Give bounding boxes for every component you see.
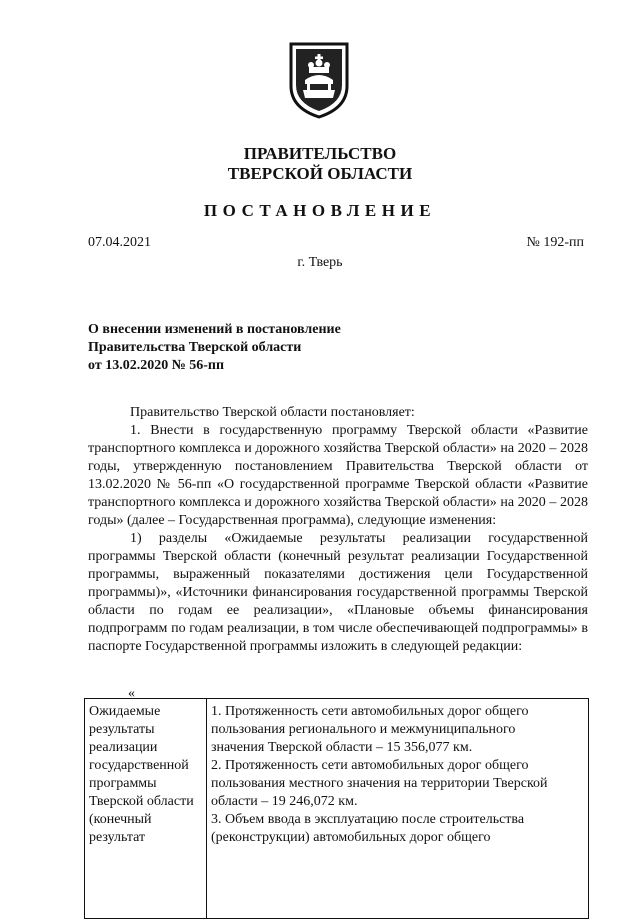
body-paragraph: Правительство Тверской области постановляет: — [130, 405, 415, 420]
cell-line: области – 19 246,072 км. — [211, 794, 358, 809]
cell-line: программы — [89, 776, 157, 791]
cell-line: государственной — [89, 758, 189, 773]
document-number: № 192-пп — [526, 235, 584, 250]
cell-line: пользования регионального и межмуниципального — [211, 722, 516, 737]
government-title-line1: ПРАВИТЕЛЬСТВО — [243, 144, 397, 163]
government-title-line2: ТВЕРСКОЙ ОБЛАСТИ — [227, 164, 413, 183]
opening-quote: « — [128, 686, 135, 701]
coat-of-arms-icon — [287, 40, 351, 120]
cell-line: значения Тверской области – 15 356,077 км. — [211, 740, 473, 755]
table-cell-content — [207, 699, 589, 919]
cell-line: (реконструкции) автомобильных дорог общего — [211, 830, 491, 845]
passport-table — [84, 698, 589, 919]
document-city: г. Тверь — [297, 255, 343, 270]
cell-line: (конечный — [89, 812, 152, 827]
cell-line: результат — [89, 830, 146, 845]
body-paragraph: 1) разделы «Ожидаемые результаты реализации государственной программы Тверской области (конечный результат реализации Государственной программы, выраженный показателями достижения цели Государственной программы)», «Источники финансирования государственной программы Тверской области по годам ее реализации», «Плановые объемы финансирования подпрограмм по годам реализации, в том числе обеспечивающей подпрограммы» в паспорте Государственной программы изложить в следующей редакции: — [88, 531, 588, 654]
cell-line: 2. Протяженность сети автомобильных дорог общего — [211, 758, 529, 773]
document-date: 07.04.2021 — [88, 235, 151, 250]
cell-line: пользования местного значения на территории Тверской — [211, 776, 548, 791]
document-type: ПОСТАНОВЛЕНИЕ — [203, 201, 437, 220]
body-paragraph: 1. Внести в государственную программу Тверской области «Развитие транспортного комплекса и дорожного хозяйства Тверской области» на 2020 – 2028 годы, утвержденную постановлением Правительства Тверской области от 13.02.2020 № 56-пп «О государственной программе Тверской области «Развитие транспортного комплекса и дорожного хозяйства Тверской области» на 2020 – 2028 годы» (далее – Государственная программа), следующие изменения: — [88, 423, 588, 528]
document-body — [88, 404, 588, 656]
cell-line: реализации — [89, 740, 158, 755]
government-title — [0, 144, 640, 184]
cell-line: 1. Протяженность сети автомобильных дорог общего — [211, 704, 529, 719]
cell-line: Ожидаемые — [89, 704, 161, 719]
cell-line: 3. Объем ввода в эксплуатацию после строительства — [211, 812, 525, 827]
table-row — [85, 699, 589, 919]
subject-line: от 13.02.2020 № 56-пп — [88, 358, 225, 373]
table-cell-label — [85, 699, 207, 919]
subject-line: О внесении изменений в постановление — [88, 322, 341, 337]
cell-line: результаты — [89, 722, 155, 737]
cell-line: Тверской области — [89, 794, 194, 809]
subject-line: Правительства Тверской области — [88, 340, 302, 355]
document-subject — [88, 321, 408, 375]
